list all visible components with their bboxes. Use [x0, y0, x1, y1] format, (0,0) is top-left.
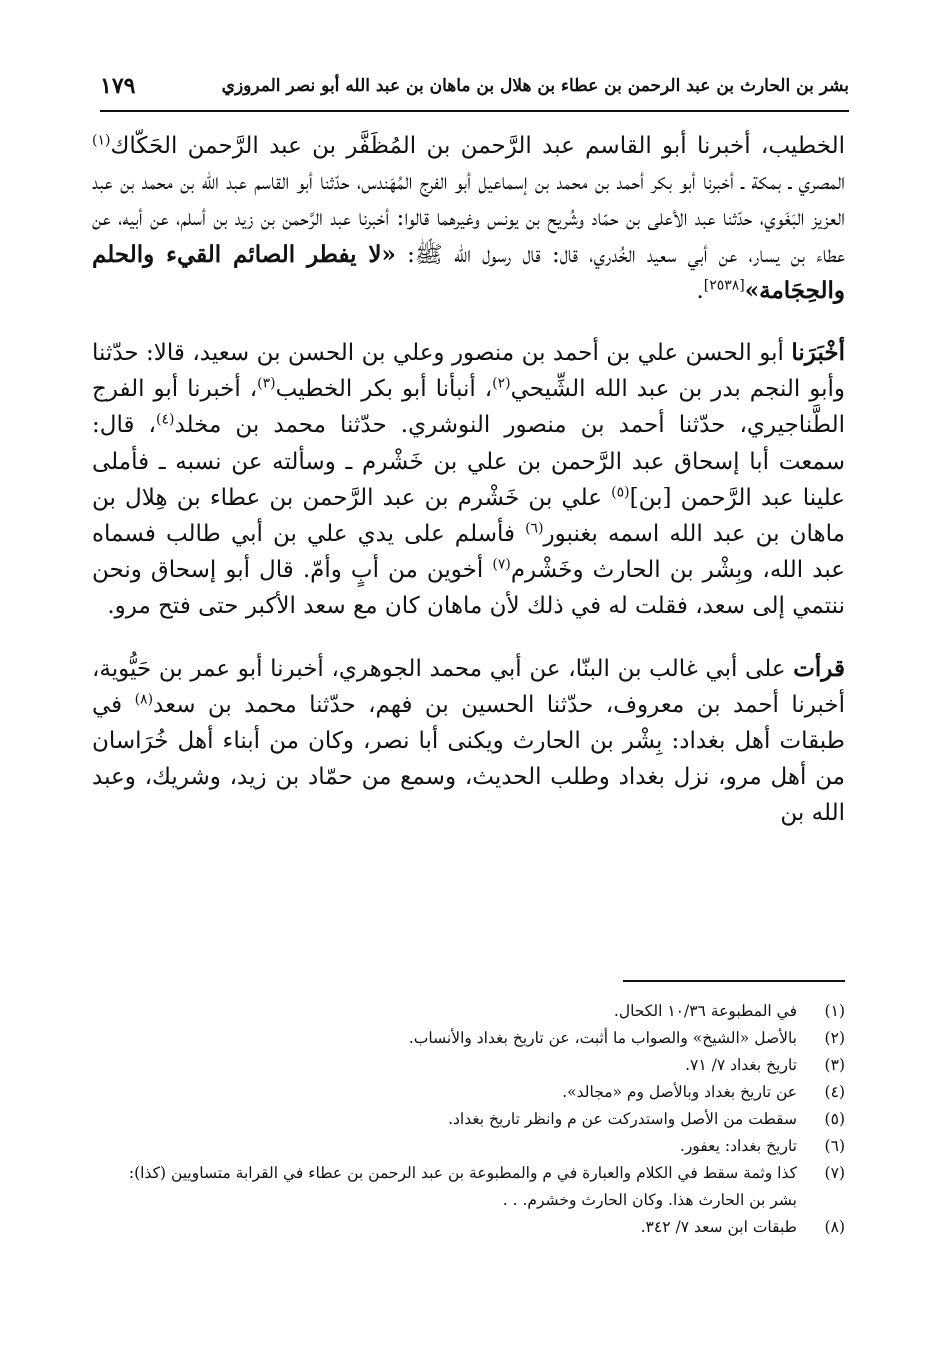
footnote: [110, 1214, 845, 1241]
footnote-number: (٦): [824, 1137, 845, 1155]
paragraph-3: [92, 651, 845, 832]
footnote-ref: (١): [92, 132, 111, 149]
footnote: [110, 1133, 845, 1160]
page-number: ١٧٩: [100, 73, 136, 99]
footnote: [110, 1052, 845, 1079]
footnote-number: (٧): [824, 1164, 845, 1182]
paragraph-1: [92, 128, 845, 309]
footnote-text: عن تاريخ بغداد وبالأصل وم «مجالد».: [562, 1083, 797, 1101]
footnote-ref: (٧): [492, 556, 511, 573]
text-run: ، أنبأنا أبو بكر الخطيب: [275, 376, 493, 403]
text-run: على أبي غالب بن البنّا، عن أبي محمد الجوهري، أخبرنا أبو عمر بن حَيُّوية، أخبرنا أحمد بن معروف، حدّثنا الحسين بن فهم، حدّثنا محمد بن سعد: [92, 655, 845, 718]
text-run: ، قال: سمعت أبا إسحاق عبد الرَّحمن بن علي بن خَشْرم ـ وسألته عن نسبه ـ فأملى علينا عبد الرَّحمن [بن]: [92, 412, 845, 511]
hadith-number: [٢٥٣٨]: [703, 277, 745, 294]
footnote-number: (٣): [824, 1056, 845, 1074]
text-run: الخطيب، أخبرنا أبو القاسم عبد الرَّحمن بن المُظَفَّر بن عبد الرَّحمن الحَكّاك: [110, 133, 845, 159]
footnote-ref: (٣): [257, 375, 276, 392]
paragraph-lead: قرأت: [793, 654, 845, 682]
footnote-text: طبقات ابن سعد ٧/ ٣٤٢.: [640, 1218, 797, 1236]
paragraph-2: [92, 335, 845, 625]
footnote-number: (٤): [824, 1083, 845, 1101]
text-run: أبو الحسن علي بن أحمد بن منصور وعلي بن الحسن بن سعيد، قالا: حدّثنا وأبو النجم بدر بن عبد الله الشِّيحي: [92, 340, 846, 403]
footnote-number: (٢): [824, 1029, 845, 1047]
footnote-ref: (٢): [492, 375, 511, 392]
footnote: [110, 998, 845, 1025]
footnote-text: سقطت من الأصل واستدركت عن م وانظر تاريخ بغداد.: [448, 1110, 797, 1128]
footnote-number: (٨): [824, 1218, 845, 1236]
text-run: أخوين من أبٍ وأمّ. قال أبو إسحاق ونحن ننتمي إلى سعد، فقلت له في ذلك لأن ماهان كان مع سعد الأكبر حتى فتح مرو.: [92, 557, 845, 620]
footnote-ref: (٦): [525, 520, 544, 537]
hadith-quote: «لا يفطر الصائم القيء والحلم والحِجَامة»: [92, 240, 845, 304]
running-title: بشر بن الحارث بن عبد الرحمن بن عطاء بن هلال بن ماهان بن عبد الله أبو نصر المروزي: [221, 76, 849, 96]
paragraph-lead: أخْبَرَنا: [791, 339, 845, 367]
footnote-number: (١): [824, 1002, 845, 1020]
footnotes: [110, 998, 845, 1241]
footnote-text: تاريخ بغداد: يعفور.: [679, 1137, 797, 1155]
footnote-ref: (٥): [611, 484, 630, 501]
footnote-text: في المطبوعة ١٠/٣٦ الكحال.: [613, 1002, 797, 1020]
footnote-text: تاريخ بغداد ٧/ ٧١.: [685, 1056, 797, 1074]
text-run: المصري ـ بمكة ـ أخبرنا أبو بكر أحمد بن محمد بن إسماعيل أبو الفرج المُهَندس، حدّثنا أبو القاسم عبد الله بن محمد بن عبد العزيز البَغَوي، حدّثنا عبد الأعلى بن حمّاد وشُريح بن يونس وغيرهما قالوا: أخبرنا عبد الرَّحمن بن زيد بن أسلم، عن أبيه، عن عطاء بن يسار، عن أبي سعيد الخُدري، قال: قال رسول الله ﷺ:: [92, 169, 846, 268]
footnote: [110, 1025, 845, 1052]
footnote: [110, 1106, 845, 1133]
footnote-ref: (٤): [155, 411, 175, 428]
footnote: [110, 1079, 845, 1106]
footnote-number: (٥): [824, 1110, 845, 1128]
text-run: .: [696, 277, 704, 304]
text-run: ، أخبرنا أبو الفرج الطَّناجيري، حدّثنا أحمد بن منصور النوشري. حدّثنا محمد بن مخلد: [92, 376, 845, 439]
footnote-divider: [623, 980, 845, 982]
main-text: [92, 128, 845, 832]
page-header: [100, 62, 849, 112]
footnote-ref: (٨): [134, 691, 154, 708]
text-run: فأسلم على يدي علي بن أبي طالب فسماه عبد الله، وبِشْر بن الحارث وخَشْرم: [92, 521, 845, 584]
text-run: علي بن خَشْرم بن عبد الرَّحمن بن عطاء بن هِلال بن ماهان بن عبد الله اسمه بغنبور: [92, 484, 845, 548]
text-run: في طبقات أهل بغداد: بِشْر بن الحارث ويكنى أبا نصر، وكان من أبناء أهل خُرَاسان من أهل مرو، نزل بغداد وطلب الحديث، وسمع من حمّاد بن زيد، وشريك، وعبد الله بن: [92, 691, 845, 827]
footnote-text: بالأصل «الشيخ» والصواب ما أثبت، عن تاريخ بغداد والأنساب.: [408, 1029, 797, 1047]
footnote-text: كذا وثمة سقط في الكلام والعبارة في م والمطبوعة بن عبد الرحمن بن عطاء في القرابة متساويين (كذا): بشر بن الحارث هذا. وكان الحارث وخشرم. . .: [128, 1164, 797, 1209]
footnote: [110, 1160, 845, 1214]
